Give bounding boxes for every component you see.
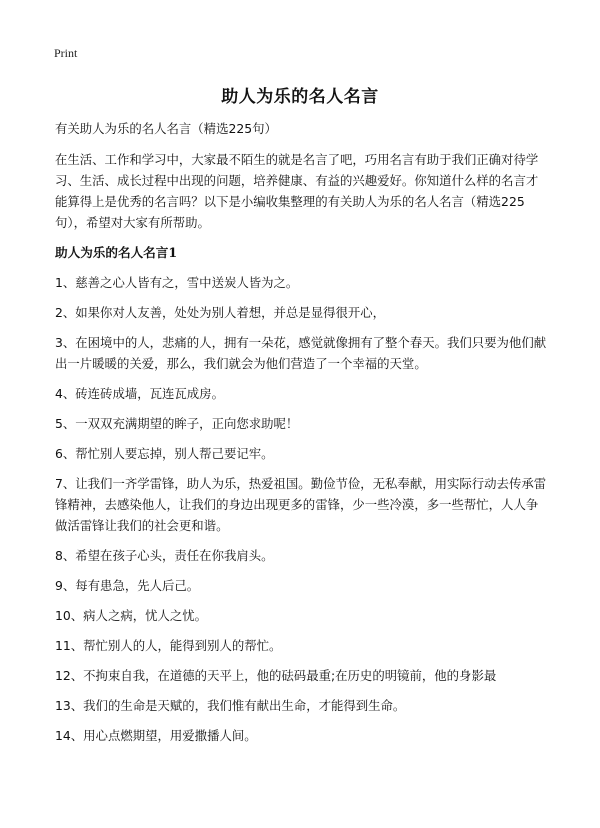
quote-item: 5、一双双充满期望的眸子，正向您求助呢！ <box>55 416 299 431</box>
intro-paragraph: 在生活、工作和学习中，大家最不陌生的就是名言了吧，巧用名言有助于我们正确对待学习、生活、成长过程中出现的问题，培养健康、有益的兴趣爱好。你知道什么样的名言才能算得上是优秀的名言吗？以下是小编收集整理的有关助人为乐的名人名言（精选225句），希望对大家有所帮助。 <box>55 152 539 230</box>
print-link[interactable]: Print <box>54 46 78 60</box>
quote-item: 3、在困境中的人，悲痛的人，拥有一朵花，感觉就像拥有了整个春天。我们只要为他们献出一片暖暖的关爱，那么，我们就会为他们营造了一个幸福的天堂。 <box>55 335 547 371</box>
quote-item: 2、如果你对人友善，处处为别人着想，并总是显得很开心， <box>55 305 386 320</box>
page-title: 助人为乐的名人名言 <box>221 87 379 107</box>
article-subtitle: 有关助人为乐的名人名言（精选225句） <box>55 121 277 136</box>
quote-item: 1、慈善之心人皆有之，雪中送炭人皆为之。 <box>55 275 299 290</box>
quote-item: 11、帮忙别人的人，能得到别人的帮忙。 <box>55 638 282 653</box>
quote-item: 8、希望在孩子心头，责任在你我肩头。 <box>55 548 274 563</box>
quote-item: 10、病人之病，忧人之忧。 <box>55 608 208 623</box>
quote-item: 6、帮忙别人要忘掉，别人帮己要记牢。 <box>55 446 274 461</box>
quote-item: 14、用心点燃期望，用爱撒播人间。 <box>55 728 257 743</box>
quote-item: 9、每有患急，先人后己。 <box>55 578 200 593</box>
article-body <box>55 118 549 755</box>
quote-item: 12、不拘束自我，在道德的天平上，他的砝码最重;在历史的明镜前，他的身影最 <box>55 668 497 683</box>
section-heading: 助人为乐的名人名言1 <box>55 245 178 260</box>
quote-item: 4、砖连砖成墙，瓦连瓦成房。 <box>55 386 224 401</box>
quote-item: 7、让我们一齐学雷锋，助人为乐，热爱祖国。勤俭节俭，无私奉献，用实际行动去传承雷锋精神，去感染他人，让我们的身边出现更多的雷锋，少一些冷漠，多一些帮忙，人人争做活雷锋让我们的社会更和谐。 <box>55 476 547 533</box>
quote-item: 13、我们的生命是天赋的，我们惟有献出生命，才能得到生命。 <box>55 698 406 713</box>
